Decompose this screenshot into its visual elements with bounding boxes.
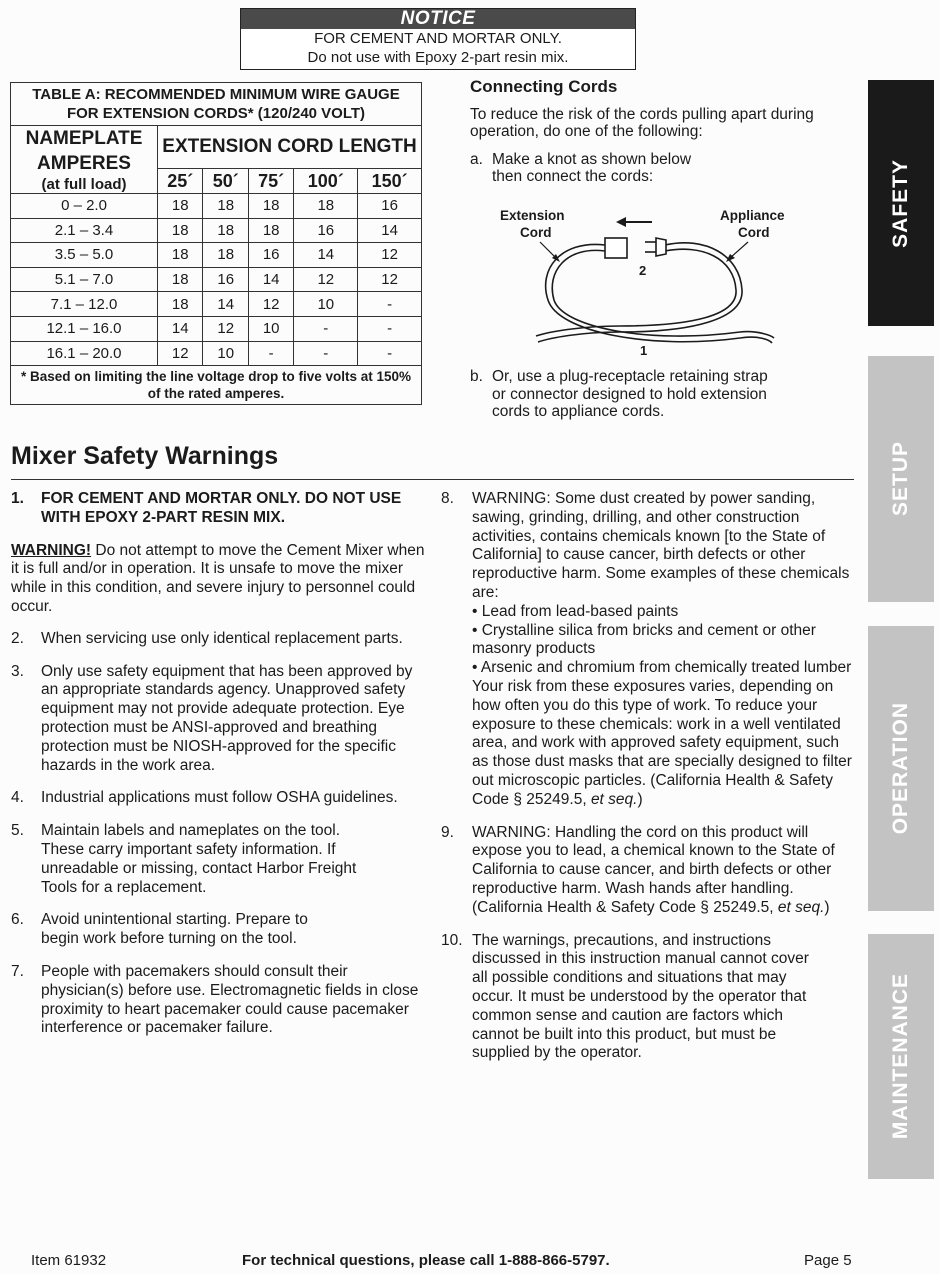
nameplate-subheader: (at full load) [41, 176, 127, 193]
amps-cell: 7.1 – 12.0 [11, 292, 158, 317]
table-row [11, 316, 422, 341]
warning-number: 10. [441, 931, 463, 949]
gauge-cell: 12 [358, 243, 422, 268]
diagram-step-1: 1 [640, 343, 648, 358]
gauge-cell: 18 [294, 194, 358, 219]
section-divider [11, 479, 854, 480]
pull-arrow-icon [616, 217, 652, 227]
connecting-cords-intro: To reduce the risk of the cords pulling apart during operation, do one of the following: [470, 105, 814, 140]
amps-cell: 2.1 – 3.4 [11, 218, 158, 243]
option-b-label: b. [470, 368, 483, 385]
cord-knot-diagram [490, 200, 810, 365]
warning-item-8 [441, 490, 859, 810]
notice-box [240, 8, 636, 70]
w8-intro: WARNING: Some dust created by power sanding, sawing, grinding, drilling, and other construction activities, contains chemicals known [to the State of California] to cause cancer, birth defects or other reproductive harm. Some examples of these chemicals are: [472, 490, 850, 601]
warning-item-5 [11, 822, 426, 897]
warning-text: Maintain labels and nameplates on the tool. These carry important safety information. If unreadable or missing, contact Harbor Freight Tools for a replacement. [41, 822, 357, 896]
gauge-cell: 18 [203, 194, 248, 219]
warning-text: The warnings, precautions, and instructions discussed in this instruction manual cannot cover all possible conditions and situations that may occur. It must be understood by the operator that common sense and caution are factors which cannot be built into this product, but must be supplied by the operator. [472, 931, 809, 1062]
w8-bullet-arsenic: • Arsenic and chromium from chemically treated lumber [472, 659, 852, 677]
warning-item-6 [11, 911, 426, 949]
warnings-right-column [441, 490, 859, 1063]
warning-item-7 [11, 963, 426, 1038]
tab-label: SETUP [889, 441, 912, 517]
length-header-cell: 25´ [158, 169, 203, 194]
gauge-cell: 10 [203, 341, 248, 366]
gauge-cell: 18 [203, 243, 248, 268]
wire-gauge-table [10, 82, 422, 405]
gauge-cell: 14 [248, 267, 293, 292]
connecting-cords-title: Connecting Cords [470, 77, 618, 96]
gauge-cell: 14 [294, 243, 358, 268]
option-b-text: Or, use a plug-receptacle retaining strap or connector designed to hold extension cords to appliance cords. [492, 368, 768, 420]
cords-option-a [470, 151, 850, 186]
item-number: Item 61932 [31, 1252, 107, 1269]
gauge-cell: 12 [158, 341, 203, 366]
amps-cell: 3.5 – 5.0 [11, 243, 158, 268]
warning-number: 2. [11, 629, 24, 647]
gauge-cell: 16 [294, 218, 358, 243]
gauge-cell: 18 [158, 218, 203, 243]
amps-cell: 5.1 – 7.0 [11, 267, 158, 292]
option-a-text: Make a knot as shown below then connect the cords: [492, 150, 692, 185]
cords-option-b [470, 368, 770, 421]
warning-item-2 [11, 630, 426, 649]
table-row [11, 243, 422, 268]
table-row [11, 292, 422, 317]
gauge-cell: 18 [248, 194, 293, 219]
move-warning [11, 542, 426, 617]
table-row [11, 218, 422, 243]
plug-icon [645, 238, 666, 256]
w9-text: WARNING: Handling the cord on this product will expose you to lead, a chemical known to the State of California to cause cancer, and birth defects or other reproductive harm. Wash hands after handling. (California Health & Safety Code § 25249.5, [472, 823, 835, 916]
gauge-cell: 18 [158, 267, 203, 292]
warning-item-4 [11, 789, 426, 808]
gauge-cell: 18 [158, 194, 203, 219]
warning-item-9 [441, 824, 859, 918]
warning-text: People with pacemakers should consult their physician(s) before use. Electromagnetic fields in close proximity to heart pacemaker could cause pacemaker interference or pacemaker failure. [41, 962, 419, 1037]
diagram-step-2: 2 [639, 263, 647, 278]
gauge-cell: 18 [248, 218, 293, 243]
nameplate-header-label: NAMEPLATE AMPERES [25, 128, 143, 174]
gauge-cell: 12 [358, 267, 422, 292]
warning-text: When servicing use only identical replacement parts. [41, 629, 403, 647]
warning-text: Avoid unintentional starting. Prepare to begin work before turning on the tool. [41, 911, 308, 948]
et-seq: et seq. [590, 790, 638, 808]
gauge-cell: 16 [358, 194, 422, 219]
tech-support-line: For technical questions, please call 1-888-866-5797. [242, 1252, 610, 1269]
gauge-cell: 12 [203, 316, 248, 341]
warning-text: Industrial applications must follow OSHA guidelines. [41, 789, 398, 807]
tab-label: SAFETY [889, 158, 912, 248]
w8-bullet-lead: • Lead from lead-based paints [472, 602, 679, 620]
gauge-cell: 16 [203, 267, 248, 292]
nameplate-header [11, 126, 158, 194]
close-paren: ) [824, 898, 830, 916]
warning-number: 4. [11, 789, 24, 807]
gauge-cell: - [294, 316, 358, 341]
move-warning-text: Do not attempt to move the Cement Mixer when it is full and/or in operation. It is unsafe to move the mixer while in this condition, and severe injury to personnel could occur. [11, 541, 425, 615]
tab-setup[interactable] [868, 356, 934, 602]
warning-item-1 [11, 490, 426, 528]
gauge-cell: 12 [294, 267, 358, 292]
warning-number: 8. [441, 490, 454, 507]
page-number: Page 5 [804, 1252, 852, 1269]
table-row [11, 267, 422, 292]
notice-title: NOTICE [241, 9, 635, 29]
warning-number: 1. [11, 490, 24, 507]
warning-number: 5. [11, 822, 24, 840]
tab-label: OPERATION [889, 702, 912, 835]
warning-text: Only use safety equipment that has been approved by an appropriate standards agency. Unapproved safety equipment may not provide adequate protection. Eye protection must be ANSI-approved and breathing protection must be NIOSH-approved for the specific hazards in the work area. [41, 662, 413, 774]
gauge-cell: 18 [158, 292, 203, 317]
warning-item-3 [11, 663, 426, 776]
warning-number: 3. [11, 662, 24, 680]
notice-line-1: FOR CEMENT AND MORTAR ONLY. [314, 30, 562, 47]
w8-risk: Your risk from these exposures varies, depending on how often you do this type of work. To reduce your exposure to these chemicals: work in a well ventilated area, and work with approved safety equipment, such as those dust masks that are specially designed to filter out microscopic particles. (California Health & Safety Code § 25249.5, [472, 677, 852, 808]
gauge-cell: - [358, 292, 422, 317]
close-paren: ) [637, 790, 643, 808]
tab-operation[interactable] [868, 626, 934, 911]
gauge-cell: 14 [358, 218, 422, 243]
table-row [11, 194, 422, 219]
amps-cell: 12.1 – 16.0 [11, 316, 158, 341]
gauge-cell: - [358, 316, 422, 341]
gauge-cell: 10 [294, 292, 358, 317]
table-caption: TABLE A: RECOMMENDED MINIMUM WIRE GAUGE FOR EXTENSION CORDS* (120/240 VOLT) [11, 83, 422, 126]
gauge-cell: - [294, 341, 358, 366]
length-header-cell: 100´ [294, 169, 358, 194]
gauge-cell: 14 [158, 316, 203, 341]
gauge-cell: 18 [203, 218, 248, 243]
notice-line-2: Do not use with Epoxy 2-part resin mix. [307, 49, 569, 66]
warning-number: 9. [441, 823, 454, 841]
gauge-cell: 18 [158, 243, 203, 268]
warning-text [472, 824, 859, 918]
gauge-cell: 10 [248, 316, 293, 341]
gauge-cell: 16 [248, 243, 293, 268]
gauge-cell: - [358, 341, 422, 366]
warning-label: WARNING! [11, 541, 92, 559]
warnings-left-column [11, 490, 426, 1038]
warning-text: FOR CEMENT AND MORTAR ONLY. DO NOT USE WITH EPOXY 2-PART RESIN MIX. [41, 490, 402, 526]
gauge-cell: 14 [203, 292, 248, 317]
gauge-cell: - [248, 341, 293, 366]
warning-item-10 [441, 932, 859, 1064]
tab-label: MAINTENANCE [889, 973, 912, 1140]
section-title: Mixer Safety Warnings [11, 442, 279, 470]
tab-safety[interactable] [868, 80, 934, 326]
w8-bullet-silica: • Crystalline silica from bricks and cement or other masonry products [472, 621, 816, 658]
diagram-label-appliance-1: Appliance [720, 208, 785, 223]
option-a-label: a. [470, 150, 483, 168]
diagram-label-extension-2: Cord [520, 225, 552, 240]
table-row [11, 341, 422, 366]
amps-cell: 0 – 2.0 [11, 194, 158, 219]
receptacle-icon [605, 238, 627, 258]
amps-cell: 16.1 – 20.0 [11, 341, 158, 366]
tab-maintenance[interactable] [868, 934, 934, 1179]
diagram-label-extension-1: Extension [500, 208, 565, 223]
length-header-cell: 50´ [203, 169, 248, 194]
length-header: EXTENSION CORD LENGTH [158, 126, 422, 169]
length-header-cell: 75´ [248, 169, 293, 194]
et-seq: et seq. [777, 898, 825, 916]
gauge-cell: 12 [248, 292, 293, 317]
warning-text [472, 490, 859, 810]
table-footnote: * Based on limiting the line voltage drop to five volts at 150% of the rated amperes. [11, 366, 422, 405]
warning-number: 6. [11, 911, 24, 929]
diagram-label-appliance-2: Cord [738, 225, 770, 240]
warning-number: 7. [11, 962, 24, 980]
connecting-cords-section [470, 77, 850, 420]
length-header-cell: 150´ [358, 169, 422, 194]
